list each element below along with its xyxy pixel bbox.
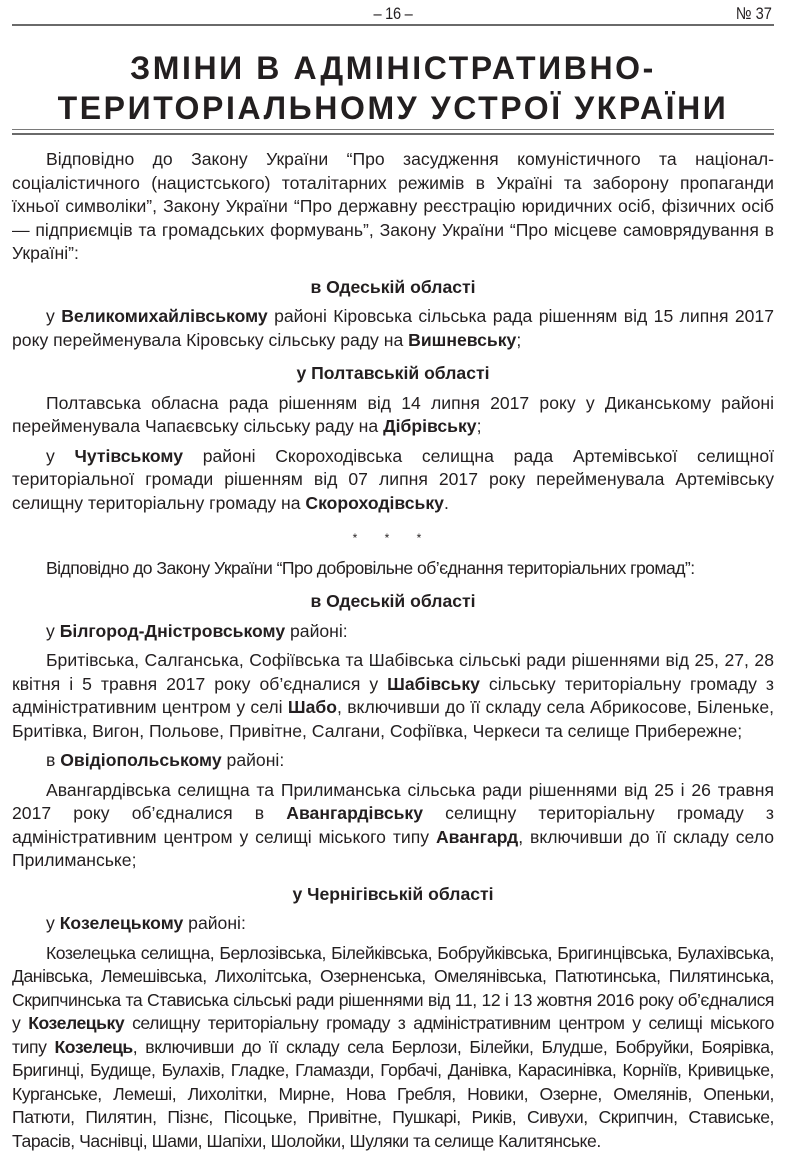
text: ; — [516, 330, 521, 350]
center-name: Шабо — [288, 697, 337, 717]
paragraph-velykomykhailivskyi — [12, 305, 774, 352]
text: у — [46, 621, 60, 641]
text: районі: — [285, 621, 348, 641]
text: , включивши до її складу села Абрикосове, Біленьке, Бритівка, Вигон, Польове, Привітне, Салгани, Софіївка, Черкеси та селище Прибережне; — [12, 697, 774, 741]
page-header — [12, 0, 774, 26]
community-name: Козелецьку — [28, 1013, 124, 1033]
region-heading-odesa-1: в Одеській області — [12, 276, 774, 300]
district-heading-ovidiopolskyi — [12, 749, 774, 773]
new-name: Вишневську — [408, 330, 516, 350]
community-name: Шабівську — [387, 674, 480, 694]
new-name: Дібрівську — [383, 416, 477, 436]
district-name: Овідіопольському — [60, 750, 221, 770]
header-rule — [12, 24, 774, 26]
text: сільську територіальну громаду з адміністративним центром у селі — [12, 674, 774, 718]
paragraph-kozeletska — [12, 942, 774, 1153]
text: Козелецька селищна, Берлозівська, Білейківська, Бобруйківська, Бригинцівська, Булахівська, Данівська, Лемешівська, Лихолітська, Озерненська, Омелянівська, Патютинська, Пилятинська, Скрипчинська та Стависька сільські ради рішеннями від 11, 12 і 13 жовтня 2016 року об’єдналися у — [12, 943, 774, 1034]
section-separator: * * * — [12, 527, 774, 551]
region-heading-odesa-2: в Одеській області — [12, 590, 774, 614]
district-name: Білгород-Дністровському — [60, 621, 285, 641]
center-name: Авангард — [436, 827, 518, 847]
text: ; — [477, 416, 482, 436]
district-heading-kozeletskyi — [12, 912, 774, 936]
text: у — [46, 913, 60, 933]
district-name: Великомихайлівському — [61, 306, 268, 326]
community-name: Авангардівську — [286, 803, 423, 823]
text: у — [46, 446, 75, 466]
paragraph-chutivskyi — [12, 445, 774, 516]
text: селищну територіальну громаду з адміністративним центром у селищі міського типу — [12, 1013, 774, 1057]
district-name: Чутівському — [75, 446, 184, 466]
intro-paragraph-1: Відповідно до Закону України “Про засудження комуністичного та націонал-соціалістичного (нацистського) тоталітарних режимів в Україні та заборону пропаганди їхньої символіки”, Закону України “Про державну реєстрацію юридичних осіб, фізичних осіб — підприємців та громадських формувань”, Закону України “Про місцеве самоврядування в Україні”: — [12, 148, 774, 266]
district-heading-bilhorod-dnistrovskyi — [12, 620, 774, 644]
text: в — [46, 750, 60, 770]
region-heading-chernihiv: у Чернігівській області — [12, 883, 774, 907]
new-name: Скороходівську — [305, 493, 444, 513]
paragraph-poltava-oblast-council — [12, 392, 774, 439]
article-body — [12, 148, 774, 1153]
issue-number: № 37 — [736, 4, 772, 24]
text: районі Скороходівська селищна рада Артемівської селищної територіальної громади рішенням від 07 липня 2017 року перейменувала Артемівську селищну територіальну громаду на — [12, 446, 774, 513]
title-line-2: ТЕРИТОРІАЛЬНОМУ УСТРОЇ УКРАЇНИ — [0, 88, 786, 128]
text: районі Кіровська сільська рада рішенням від 15 липня 2017 року перейменувала Кіровську сільську раду на — [12, 306, 774, 350]
text: районі: — [222, 750, 285, 770]
text: у — [46, 306, 61, 326]
title-rule-thin — [12, 129, 774, 130]
text: селищну територіальну громаду з адміністративним центром у селищі міського типу — [12, 803, 774, 847]
text: , включивши до її складу село Прилиманське; — [12, 827, 774, 871]
text: . — [444, 493, 449, 513]
paragraph-avanhardivska — [12, 779, 774, 873]
text: районі: — [183, 913, 246, 933]
paragraph-shabivska — [12, 649, 774, 743]
text: , включивши до її складу села Берлози, Білейки, Блудше, Бобруйки, Боярівка, Бригинці, Будище, Булахів, Гладке, Гламазди, Горбачі, Данівка, Карасинівка, Корніїв, Кривицьке, Курганське, Лемеші, Лихолітки, Мирне, Нова Гребля, Новики, Озерне, Омелянів, Опеньки, Патюти, Пилятин, Пізнє, Пісоцьке, Привітне, Пушкарі, Риків, Сивухи, Скрипчин, Ставиське, Тарасів, Часнівці, Шами, Шапіхи, Шолойки, Шуляки та селище Калитянське. — [12, 1037, 774, 1151]
district-name: Козелецькому — [60, 913, 184, 933]
text: Авангардівська селищна та Прилиманська сільська ради рішеннями від 25 і 26 травня 2017 року об’єдналися в — [12, 780, 774, 824]
text: Полтавська обласна рада рішенням від 14 липня 2017 року у Диканському районі перейменувала Чапаєвську сільську раду на — [12, 393, 774, 437]
page-number: – 16 – — [65, 4, 720, 24]
title-rule-thick — [12, 133, 774, 135]
title-line-1: ЗМІНИ В АДМІНІСТРАТИВНО- — [0, 48, 786, 88]
center-name: Козелець — [54, 1037, 132, 1057]
text: Бритівська, Салганська, Софіївська та Шабівська сільські ради рішеннями від 25, 27, 28 квітня і 5 травня 2017 року об’єдналися у — [12, 650, 774, 694]
page-title — [0, 48, 786, 128]
region-heading-poltava: у Полтавській області — [12, 362, 774, 386]
intro-paragraph-2: Відповідно до Закону України “Про добровільне об’єднання територіальних громад”: — [12, 557, 774, 581]
